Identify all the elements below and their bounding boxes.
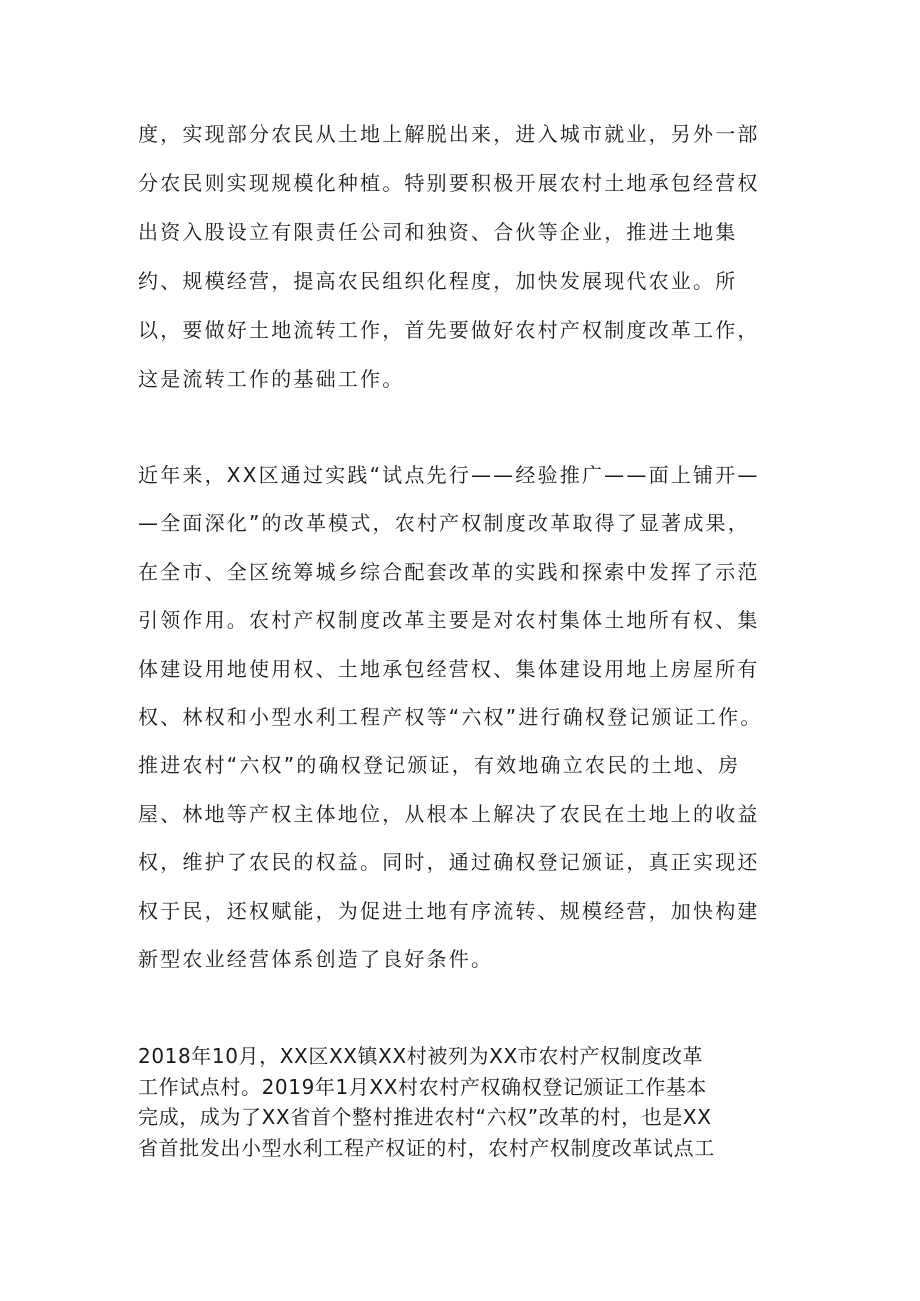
text-line: 2018年10月，XX区XX镇XX村被列为XX市农村产权制度改革	[138, 1044, 704, 1068]
paragraph-pilot-village	[138, 1041, 798, 1163]
text-line: 权于民，还权赋能，为促进土地有序流转、规模经营，加快构建	[138, 898, 760, 923]
paragraph-land-transfer	[138, 117, 798, 411]
text-line: 分农民则实现规模化种植。特别要积极开展农村土地承包经营权	[138, 171, 760, 195]
text-line: 权，维护了农民的权益。同时，通过确权登记颁证，真正实现还	[138, 850, 760, 875]
text-line: 新型农业经营体系创造了良好条件。	[138, 946, 494, 971]
text-line: 引领作用。农村产权制度改革主要是对农村集体土地所有权、集	[138, 608, 760, 633]
text-line: 屋、林地等产权主体地位，从根本上解决了农民在土地上的收益	[138, 801, 760, 826]
paragraph-reform-results	[138, 458, 798, 990]
text-line: 近年来，XX区通过实践“试点先行——经验推广——面上铺开—	[138, 463, 760, 487]
text-line: 体建设用地使用权、土地承包经营权、集体建设用地上房屋所有	[138, 656, 760, 681]
text-line: 推进农村“六权”的确权登记颁证，有效地确立农民的土地、房	[138, 753, 741, 778]
text-line: 省首批发出小型水利工程产权证的村，农村产权制度改革试点工	[138, 1135, 715, 1160]
text-line: —全面深化”的改革模式，农村产权制度改革取得了显著成果，	[138, 511, 750, 536]
text-line: 权、林权和小型水利工程产权等“六权”进行确权登记颁证工作。	[138, 704, 763, 729]
text-line: 出资入股设立有限责任公司和独资、合伙等企业，推进土地集	[138, 220, 738, 244]
text-line: 完成，成为了XX省首个整村推进农村“六权”改革的村，也是XX	[138, 1105, 712, 1129]
text-line: 约、规模经营，提高农民组织化程度，加快发展现代农业。所	[138, 269, 738, 293]
text-line: 度，实现部分农民从土地上解脱出来，进入城市就业，另外一部	[138, 122, 760, 146]
text-line: 在全市、全区统筹城乡综合配套改革的实践和探索中发挥了示范	[138, 559, 760, 584]
text-line: 这是流转工作的基础工作。	[138, 367, 405, 391]
text-line: 以，要做好土地流转工作，首先要做好农村产权制度改革工作，	[138, 318, 760, 342]
text-line: 工作试点村。2019年1月XX村农村产权确权登记颁证工作基本	[138, 1074, 708, 1099]
